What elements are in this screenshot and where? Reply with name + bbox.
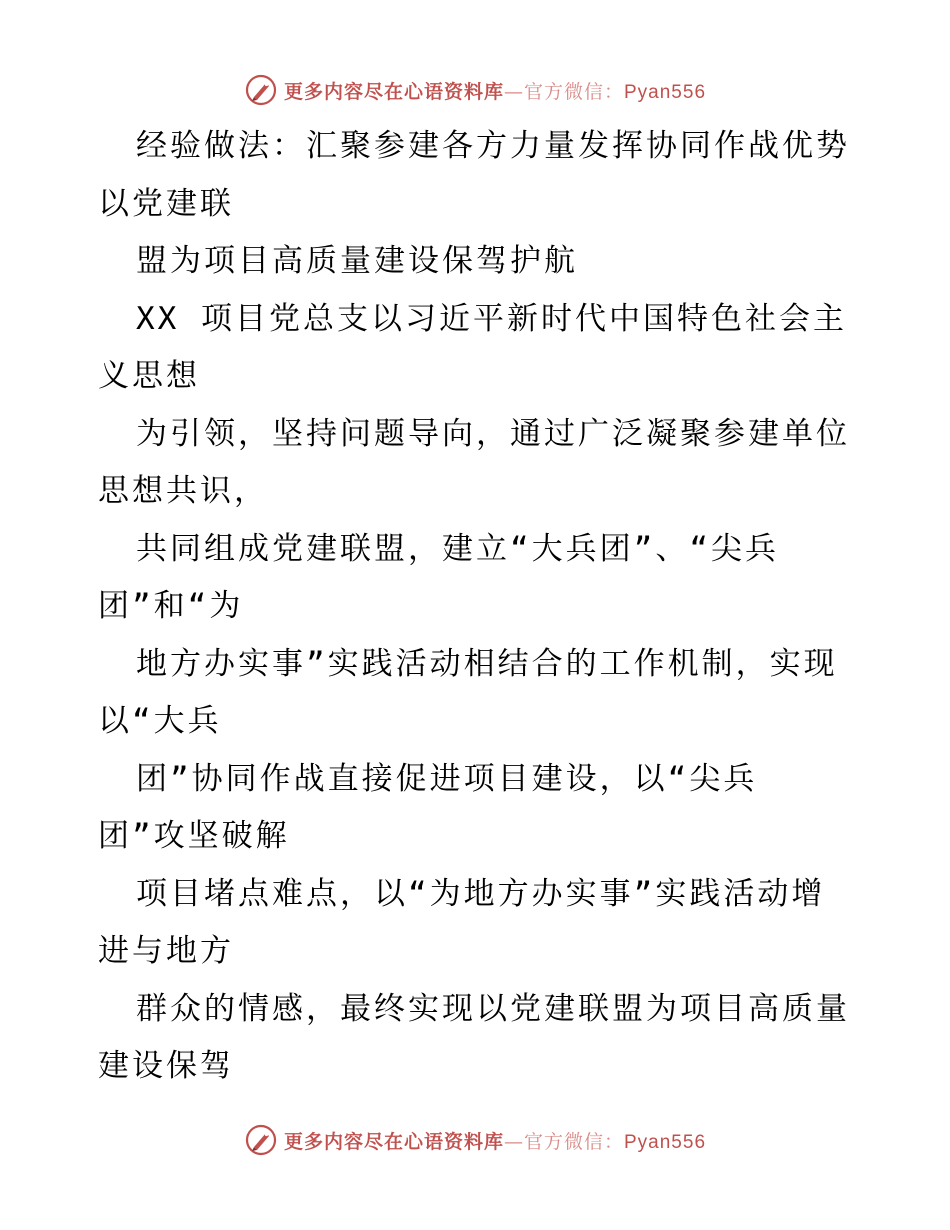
header-banner-dash: — — [503, 80, 524, 103]
header-banner-contact-label: 官方微信： — [523, 80, 624, 103]
text-line: 为引领，坚持问题导向，通过广泛凝聚参建单位 — [136, 415, 850, 452]
text-line: 盟为项目高质量建设保驾护航 — [136, 243, 578, 279]
footer-banner — [0, 1120, 950, 1160]
text-line: 地方办实事”实践活动相结合的工作机制，实现 — [136, 645, 838, 682]
footer-banner-dash: — — [503, 1130, 524, 1153]
text-line: 以“大兵 — [98, 703, 222, 739]
text-line: 义思想 — [98, 358, 200, 394]
header-banner — [0, 70, 950, 110]
text-line: 以党建联 — [98, 185, 234, 222]
text-line: 团”协同作战直接促进项目建设，以“尖兵 — [136, 760, 758, 797]
header-banner-text — [284, 77, 706, 104]
text-line: 经验做法：汇聚参建各方力量发挥协同作战优势 — [136, 128, 850, 164]
text-line: 群众的情感，最终实现以党建联盟为项目高质量 — [136, 990, 850, 1027]
footer-banner-text — [284, 1127, 706, 1154]
header-banner-contact-id: Pyan556 — [624, 81, 707, 103]
pen-nib-logo-icon — [244, 73, 278, 107]
text-line: 团”攻坚破解 — [98, 818, 290, 854]
text-line: 思想共识， — [98, 473, 268, 509]
text-line: 进与地方 — [98, 933, 234, 969]
text-line: 团”和“为 — [98, 588, 244, 624]
text-line: 共同组成党建联盟，建立“大兵团”、“尖兵 — [136, 530, 779, 567]
footer-banner-title: 更多内容尽在心语资料库 — [283, 1130, 504, 1153]
footer-banner-contact-label: 官方微信： — [523, 1130, 624, 1153]
document-body — [98, 118, 858, 1096]
text-line: XX 项目党总支以习近平新时代中国特色社会主 — [136, 300, 847, 337]
pen-nib-logo-icon — [244, 1123, 278, 1157]
header-banner-title: 更多内容尽在心语资料库 — [283, 80, 504, 103]
footer-banner-contact-id: Pyan556 — [624, 1131, 707, 1153]
text-line: 项目堵点难点，以“为地方办实事”实践活动增 — [136, 875, 826, 912]
text-line: 建设保驾 — [98, 1048, 234, 1084]
